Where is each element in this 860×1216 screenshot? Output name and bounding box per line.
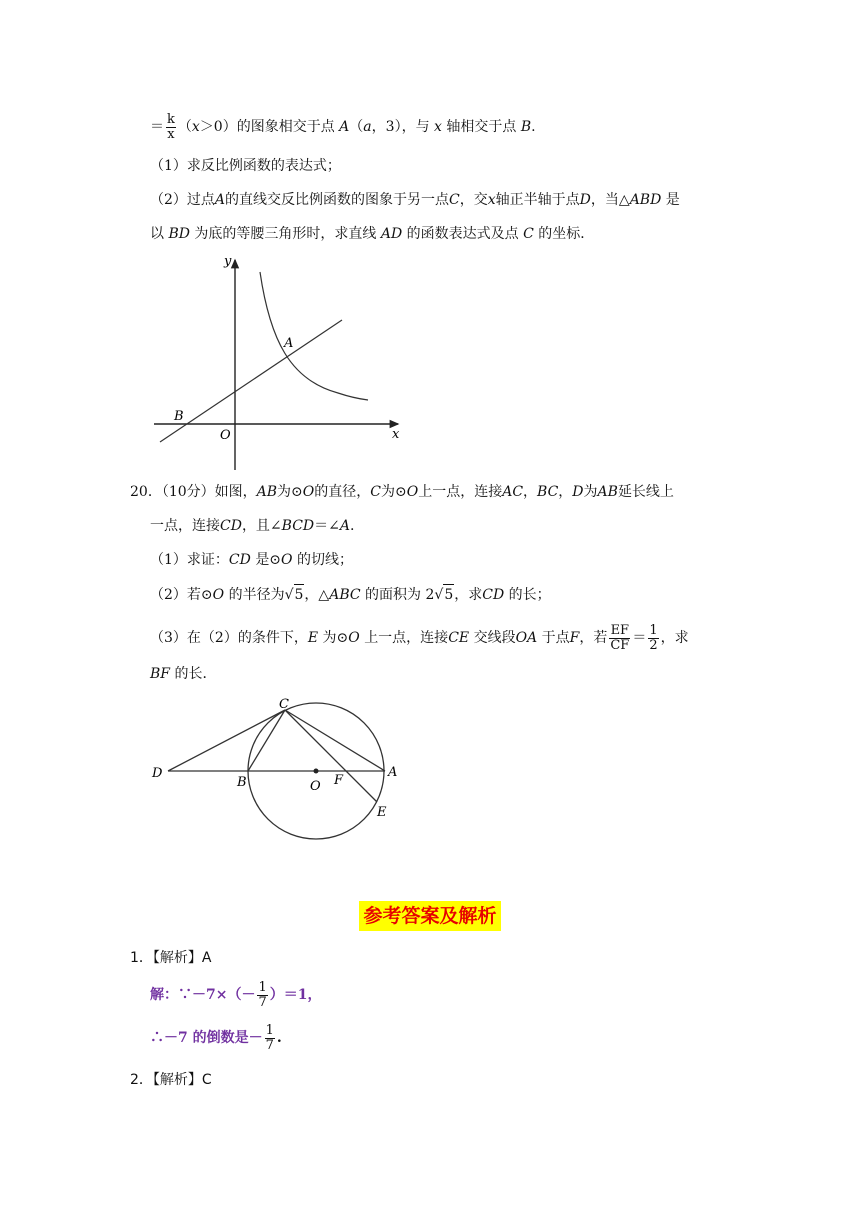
point-A: A xyxy=(214,192,226,208)
text-segment: （ xyxy=(177,119,192,135)
label-B: B xyxy=(237,775,247,790)
text-segment: 的半径为 xyxy=(228,587,285,603)
segment-OA: OA xyxy=(515,630,538,646)
fraction-denominator: 7 xyxy=(258,994,267,1010)
answer-label: 2．【解析】C xyxy=(130,1072,212,1088)
fraction-one-seventh xyxy=(265,1024,275,1053)
q20-circle-figure xyxy=(148,694,408,844)
label-B: B xyxy=(174,409,184,424)
line-AD: AD xyxy=(380,226,403,242)
text-segment: ∴－7 的倒数是－ xyxy=(150,1030,263,1046)
angle-BCD: BCD xyxy=(281,518,315,534)
q19-part1 xyxy=(150,156,341,176)
segment-CD: CD xyxy=(482,587,505,603)
center-point xyxy=(314,769,319,774)
segment-CD: CD xyxy=(228,552,251,568)
label-A: A xyxy=(388,765,398,780)
fraction-k-over-x xyxy=(166,113,176,142)
text-segment: 一点，连接 xyxy=(150,518,220,534)
text-segment: 为⊙ xyxy=(322,630,349,646)
var-x: x xyxy=(487,192,496,208)
text-segment: 于点 xyxy=(541,630,570,646)
text-segment: 的函数表达式及点 xyxy=(406,226,519,242)
text-segment: ， xyxy=(523,484,538,500)
fraction-one-seventh xyxy=(257,981,267,1010)
sqrt-radius: √5 xyxy=(285,584,305,605)
point-O: O xyxy=(302,484,315,500)
text-segment: 的坐标． xyxy=(538,226,595,242)
label-A: A xyxy=(284,336,294,351)
q20-line2 xyxy=(150,516,354,536)
var-a: a xyxy=(363,119,372,135)
text-segment: 是⊙ xyxy=(255,552,282,568)
line-DC xyxy=(168,710,285,771)
var-x: x xyxy=(191,119,200,135)
text-segment: （2）过点 xyxy=(150,192,215,208)
answer-1-line1 xyxy=(150,977,322,1013)
q20-part2 xyxy=(150,584,551,605)
text-segment: ＞0）的图象相交于点 xyxy=(199,119,335,135)
text-segment: 上一点，连接 xyxy=(418,484,503,500)
text-segment: 上一点，连接 xyxy=(364,630,449,646)
point-O: O xyxy=(406,484,419,500)
fraction-numerator: k xyxy=(167,111,175,127)
label-C: C xyxy=(279,697,289,712)
point-C: C xyxy=(449,192,460,208)
text-segment: 解：∵－7×（－ xyxy=(150,987,256,1003)
point-F: F xyxy=(569,630,580,646)
text-segment: . xyxy=(276,1030,282,1046)
part1-text: （1）求反比例函数的表达式； xyxy=(150,158,341,174)
line-CE xyxy=(285,710,377,802)
text-segment: （2）若⊙ xyxy=(150,587,213,603)
line-CA xyxy=(285,710,385,771)
segment-CD: CD xyxy=(220,518,242,534)
segment-BC: BC xyxy=(537,484,559,500)
text-segment: （ xyxy=(349,119,364,135)
text-segment: 的切线； xyxy=(296,552,353,568)
text-segment: 以 xyxy=(150,226,164,242)
text-segment: . xyxy=(350,518,355,534)
question-number: 20．（10分）如图， xyxy=(130,484,257,500)
text-segment: 的直径， xyxy=(314,484,371,500)
answers-title: 参考答案及解析 xyxy=(359,901,501,931)
q19-intro-line xyxy=(150,110,536,144)
text-segment: 轴正半轴于点 xyxy=(495,192,580,208)
fraction-numerator: 1 xyxy=(258,979,267,995)
answer-label: 1．【解析】A xyxy=(130,950,212,966)
text-segment: ，3），与 xyxy=(371,119,430,135)
segment-CE: CE xyxy=(448,630,470,646)
point-O: O xyxy=(348,630,360,646)
text-segment: （1）求证： xyxy=(150,552,229,568)
segment-AB: AB xyxy=(597,484,618,500)
text-segment: ，求 xyxy=(454,587,483,603)
label-y: y xyxy=(224,254,232,269)
q20-part3 xyxy=(150,620,689,656)
fraction-numerator: 1 xyxy=(649,622,658,638)
hyperbola-curve xyxy=(260,272,368,400)
text-segment: ，当△ xyxy=(590,192,630,208)
var-x: x xyxy=(434,119,442,135)
point-B: B xyxy=(520,119,532,135)
point-O: O xyxy=(281,552,293,568)
text-segment: ＝∠ xyxy=(314,518,340,534)
answer-2-label xyxy=(130,1070,212,1090)
fraction-denominator: 7 xyxy=(265,1037,274,1053)
radicand: 5 xyxy=(294,584,305,605)
point-A: A xyxy=(339,119,350,135)
fraction-denominator: x xyxy=(167,126,175,142)
fraction-denominator: CF xyxy=(610,637,630,653)
label-x: x xyxy=(392,427,400,442)
q19-part2-line2 xyxy=(150,224,594,244)
text-segment: ，求 xyxy=(660,630,689,646)
answer-1-label xyxy=(130,948,211,968)
segment-BF: BF xyxy=(150,666,171,682)
segment-BD: BD xyxy=(168,226,190,242)
equals-sign: ＝ xyxy=(150,119,164,135)
triangle-ABD: ABD xyxy=(629,192,662,208)
point-D: D xyxy=(579,192,591,208)
text-segment: （3）在（2）的条件下， xyxy=(150,630,308,646)
text-segment: ，△ xyxy=(304,587,330,603)
triangle-ABC: ABC xyxy=(329,587,361,603)
label-O: O xyxy=(310,779,321,794)
fraction-numerator: EF xyxy=(610,622,630,638)
q19-part2-line1 xyxy=(150,190,680,210)
text-segment: ，交 xyxy=(459,192,488,208)
fraction-denominator: 2 xyxy=(649,637,658,653)
text-segment: 是 xyxy=(665,192,680,208)
radicand: 5 xyxy=(443,584,454,605)
text-segment: 的长． xyxy=(174,666,217,682)
point-E: E xyxy=(307,630,319,646)
point-C: C xyxy=(370,484,381,500)
text-segment: 的长； xyxy=(508,587,551,603)
text-segment: 的直线交反比例函数的图象于另一点 xyxy=(225,192,450,208)
point-D: D xyxy=(572,484,584,500)
label-O: O xyxy=(220,428,231,443)
label-E: E xyxy=(377,805,387,820)
text-segment: 延长线上 xyxy=(617,484,674,500)
text-segment: 为 xyxy=(583,484,598,500)
angle-A: A xyxy=(339,518,351,534)
label-F: F xyxy=(334,773,344,788)
q19-function-graph xyxy=(140,250,420,475)
text-segment: 为⊙ xyxy=(380,484,407,500)
label-D: D xyxy=(152,766,163,781)
sqrt-area: √5 xyxy=(434,584,454,605)
text-segment: ，且∠ xyxy=(241,518,282,534)
segment-AC: AC xyxy=(502,484,524,500)
point-C: C xyxy=(523,226,534,242)
segment-AB: AB xyxy=(256,484,278,500)
fraction-one-half xyxy=(648,624,658,653)
text-segment: 为底的等腰三角形时，求直线 xyxy=(194,226,377,242)
text-segment: 的面积为 2 xyxy=(365,587,435,603)
text-segment: 为⊙ xyxy=(277,484,303,500)
q20-line1 xyxy=(130,482,674,502)
text-segment: ）＝1， xyxy=(269,987,322,1003)
q20-part3-line2 xyxy=(150,664,216,684)
q20-part1 xyxy=(150,550,353,570)
text-segment: . xyxy=(531,119,536,135)
point-O: O xyxy=(212,587,225,603)
fraction-EF-over-CF xyxy=(609,624,630,653)
text-segment: 交线段 xyxy=(473,630,516,646)
answer-1-line2 xyxy=(150,1020,282,1056)
text-segment: ，若 xyxy=(579,630,608,646)
text-segment: ＝ xyxy=(632,630,647,646)
text-segment: 轴相交于点 xyxy=(446,119,517,135)
text-segment: ， xyxy=(558,484,573,500)
fraction-numerator: 1 xyxy=(265,1022,274,1038)
